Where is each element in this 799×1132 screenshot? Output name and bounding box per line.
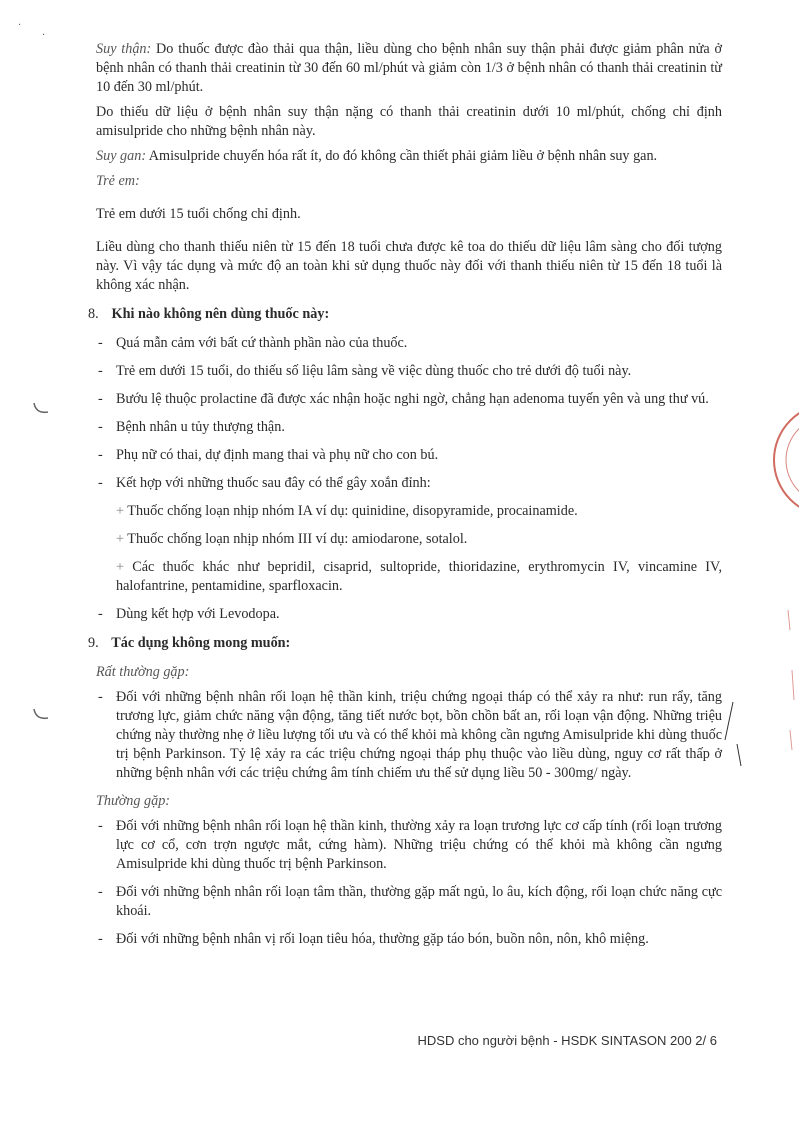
children-label: Trẻ em: — [96, 173, 140, 189]
list-item: - Đối với những bệnh nhân vị rối loạn tiêu hóa, thường gặp táo bón, buồn nôn, nôn, khô miệng. — [96, 930, 722, 949]
hepatic-label: Suy gan: — [96, 148, 147, 164]
renal-text: Do thuốc được đào thải qua thận, liều dùng cho bệnh nhân suy thận phải được giảm phân nửa ở bệnh nhân có thanh thải creatinin từ 30 đến 60 ml/phút và giảm còn 1/3 ở bệnh nhân có thanh thải creatinin từ 10 đến 30 ml/phút. — [96, 41, 723, 95]
section-8-title: Khi nào không nên dùng thuốc này: — [111, 306, 330, 322]
sub-list-item-text: Các thuốc khác như bepridil, cisaprid, sultopride, thioridazine, erythromycin IV, vincamine IV, halofantrine, pentamidine, sparfloxacin. — [116, 559, 722, 594]
renal-label: Suy thận: — [96, 41, 152, 57]
section-9-heading — [88, 634, 722, 653]
list-item: - Phụ nữ có thai, dự định mang thai và phụ nữ cho con bú. — [96, 446, 722, 465]
list-item: - Bướu lệ thuộc prolactine đã được xác nhận hoặc nghi ngờ, chẳng hạn adenoma tuyến yên và ung thư vú. — [96, 390, 722, 409]
sub-list-item-text: Thuốc chống loạn nhịp nhóm IA ví dụ: quinidine, disopyramide, procainamide. — [127, 503, 578, 519]
sub-list-item: + Các thuốc khác như bepridil, cisaprid, sultopride, thioridazine, erythromycin IV, vincamine IV, halofantrine, pentamidine, sparfloxacin. — [116, 559, 722, 594]
punch-hole-icon — [30, 398, 52, 420]
list-item: - Bệnh nhân u tủy thượng thận. — [96, 418, 722, 437]
list-item: - Trẻ em dưới 15 tuổi, do thiếu số liệu lâm sàng về việc dùng thuốc cho trẻ dưới độ tuổi này. — [96, 362, 722, 381]
document-body — [88, 40, 723, 958]
list-item: - Đối với những bệnh nhân rối loạn tâm thần, thường gặp mất ngủ, lo âu, kích động, rối loạn chức năng cực khoái. — [96, 883, 722, 921]
section-8-heading — [88, 305, 722, 324]
edge-marks — [778, 600, 798, 760]
scan-mark: · — [18, 20, 22, 31]
sub-list-item: + Thuốc chống loạn nhịp nhóm III ví dụ: amiodarone, sotalol. — [116, 531, 468, 547]
list-item: - Quá mẫn cảm với bất cứ thành phần nào của thuốc. — [96, 334, 722, 353]
sub-list-item-text: Thuốc chống loạn nhịp nhóm III ví dụ: amiodarone, sotalol. — [127, 531, 468, 547]
common-label: Thường gặp: — [96, 793, 171, 809]
page-footer: HDSD cho người bệnh - HSDK SINTASON 200 2/ 6 — [417, 1033, 717, 1048]
list-item: - Đối với những bệnh nhân rối loạn hệ thần kinh, triệu chứng ngoại tháp có thể xảy ra như: run rẩy, tăng trương lực, giảm chức năng vận động, tăng tiết nước bọt, bồn chồn bất an, rối loạn vận động. Những triệu chứng này thường nhẹ ở liều lượng tối ưu và có thể khỏi mà không cần ngưng Amisulpride khi dùng thuốc trị bệnh Parkinson. Tỷ lệ xảy ra các triệu chứng ngoại tháp phụ thuộc vào liều dùng, nguy cơ rất thấp ở những bệnh nhân với các triệu chứng âm tính chiếm ưu thế sử dụng liều 50 - 300mg/ ngày. — [96, 688, 722, 783]
renal-paragraph — [96, 40, 722, 97]
hepatic-text: Amisulpride chuyển hóa rất ít, do đó không cần thiết phải giảm liều ở bệnh nhân suy gan. — [146, 148, 658, 164]
hepatic-paragraph — [96, 147, 722, 166]
list-item: - Đối với những bệnh nhân rối loạn hệ thần kinh, thường xảy ra loạn trương lực cơ cấp tính (rối loạn trương lực cơ cổ, cơn trợn ngược mắt, cứng hàm). Những triệu chứng có thể khỏi mà không cần ngưng Amisulpride khi dùng thuốc trị bệnh Parkinson. — [96, 817, 722, 874]
punch-hole-icon — [30, 704, 52, 726]
renal-paragraph-2: Do thiếu dữ liệu ở bệnh nhân suy thận nặng có thanh thải creatinin dưới 10 ml/phút, chống chỉ định amisulpride cho những bệnh nhân này. — [96, 104, 722, 139]
children-text-2: Liều dùng cho thanh thiếu niên từ 15 đến 18 tuổi chưa được kê toa do thiếu dữ liệu lâm sàng cho đối tượng này. Vì vậy tác dụng và mức độ an toàn khi sử dụng thuốc này đối với thanh thiếu niên từ 15 đến 18 tuổi là không xác nhận. — [96, 239, 722, 293]
section-9-number: 9. — [88, 635, 99, 651]
sub-list-item: + Thuốc chống loạn nhịp nhóm IA ví dụ: quinidine, disopyramide, procainamide. — [116, 503, 578, 519]
stamp-seal — [770, 380, 799, 540]
section-8-number: 8. — [88, 306, 99, 322]
children-text-1: Trẻ em dưới 15 tuổi chống chỉ định. — [96, 206, 301, 222]
section-9-title: Tác dụng không mong muốn: — [111, 635, 291, 651]
list-item: - Dùng kết hợp với Levodopa. — [96, 605, 722, 624]
very-common-label: Rất thường gặp: — [96, 664, 190, 680]
list-item: - Kết hợp với những thuốc sau đây có thể gây xoắn đỉnh: — [96, 474, 722, 493]
scan-mark: · — [42, 30, 46, 41]
